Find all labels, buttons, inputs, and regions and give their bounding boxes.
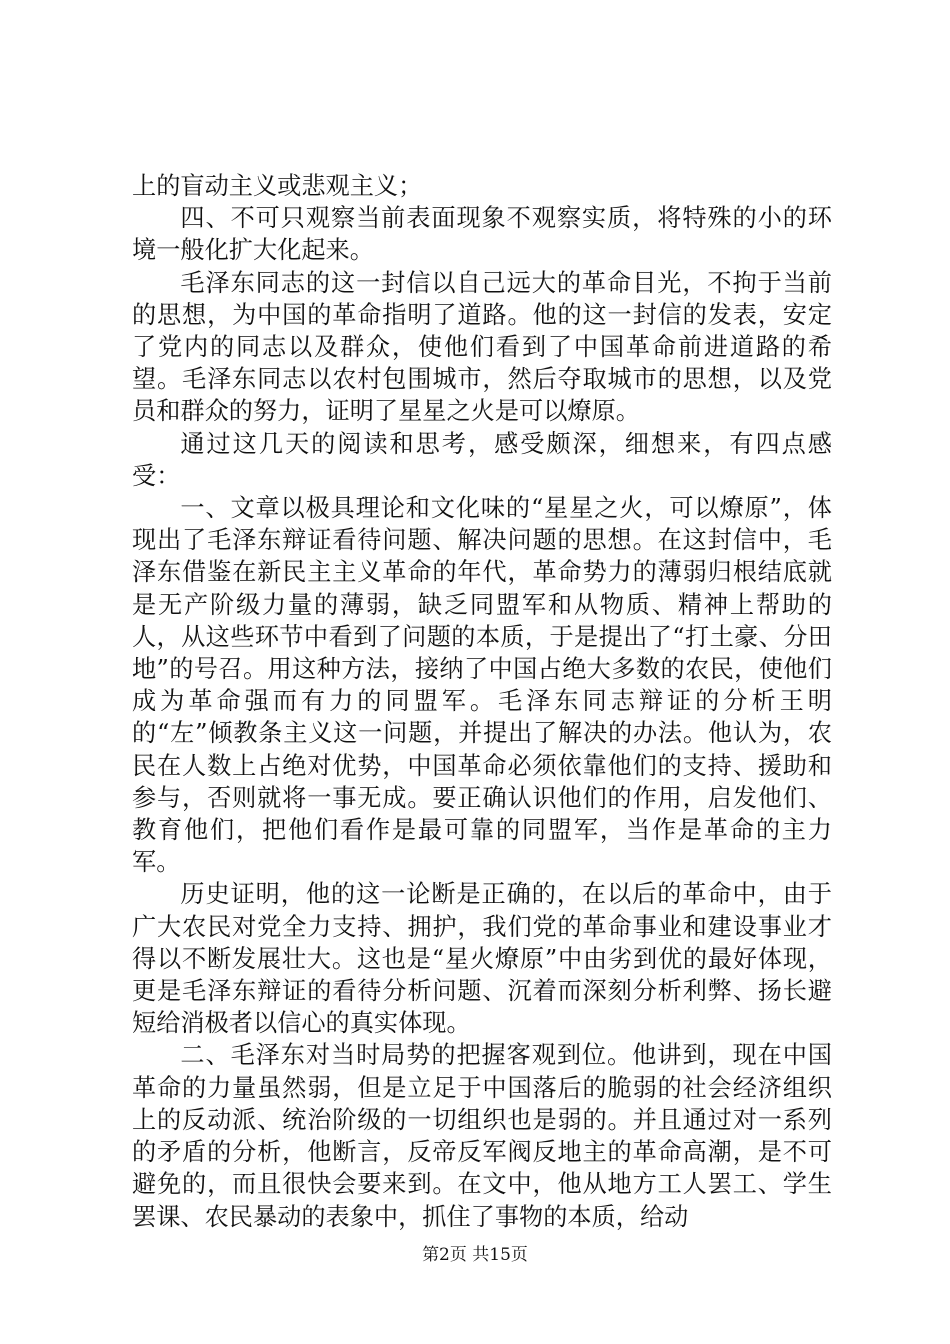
paragraph-7: 二、毛泽东对当时局势的把握客观到位。他讲到，现在中国革命的力量虽然弱，但是立足于中国落后的脆弱的社会经济组织上的反动派、统治阶级的一切组织也是弱的。并且通过对一系列的矛盾的分析，他断言，反帝反军阀反地主的革命高潮，是不可避免的，而且很快会要来到。在文中，他从地方工人罢工、学生罢课、农民暴动的表象中，抓住了事物的本质，给动 — [132, 1041, 832, 1231]
paragraph-3: 毛泽东同志的这一封信以自己远大的革命目光，不拘于当前的思想，为中国的革命指明了道路。他的这一封信的发表，安定了党内的同志以及群众，使他们看到了中国革命前进道路的希望。毛泽东同志以农村包围城市，然后夺取城市的思想，以及党员和群众的努力，证明了星星之火是可以燎原。 — [132, 268, 832, 426]
page-number-footer: 第2页 共15页 — [422, 1245, 528, 1265]
paragraph-5: 一、文章以极具理论和文化味的“星星之火，可以燎原”，体现出了毛泽东辩证看待问题、解决问题的思想。在这封信中，毛泽东借鉴在新民主主义革命的年代，革命势力的薄弱归根结底就是无产阶级力量的薄弱，缺乏同盟军和从物质、精神上帮助的人，从这些环节中看到了问题的本质，于是提出了“打土豪、分田地”的号召。用这种方法，接纳了中国占绝大多数的农民，使他们成为革命强而有力的同盟军。毛泽东同志辩证的分析王明的“左”倾教条主义这一问题，并提出了解决的办法。他认为，农民在人数上占绝对优势，中国革命必须依靠他们的支持、援助和参与，否则就将一事无成。要正确认识他们的作用，启发他们、教育他们，把他们看作是最可靠的同盟军，当作是革命的主力军。 — [132, 494, 832, 877]
paragraph-6: 历史证明，他的这一论断是正确的，在以后的革命中，由于广大农民对党全力支持、拥护，我们党的革命事业和建设事业才得以不断发展壮大。这也是“星火燎原”中由劣到优的最好体现，更是毛泽东辩证的看待分析问题、沉着而深刻分析利弊、扬长避短给消极者以信心的真实体现。 — [132, 880, 832, 1038]
paragraph-4: 通过这几天的阅读和思考，感受颇深，细想来，有四点感受： — [132, 429, 832, 490]
document-body — [132, 170, 832, 1233]
paragraph-1: 上的盲动主义或悲观主义； — [132, 172, 423, 200]
paragraph-2: 四、不可只观察当前表面现象不观察实质，将特殊的小的环境一般化扩大化起来。 — [132, 204, 832, 265]
